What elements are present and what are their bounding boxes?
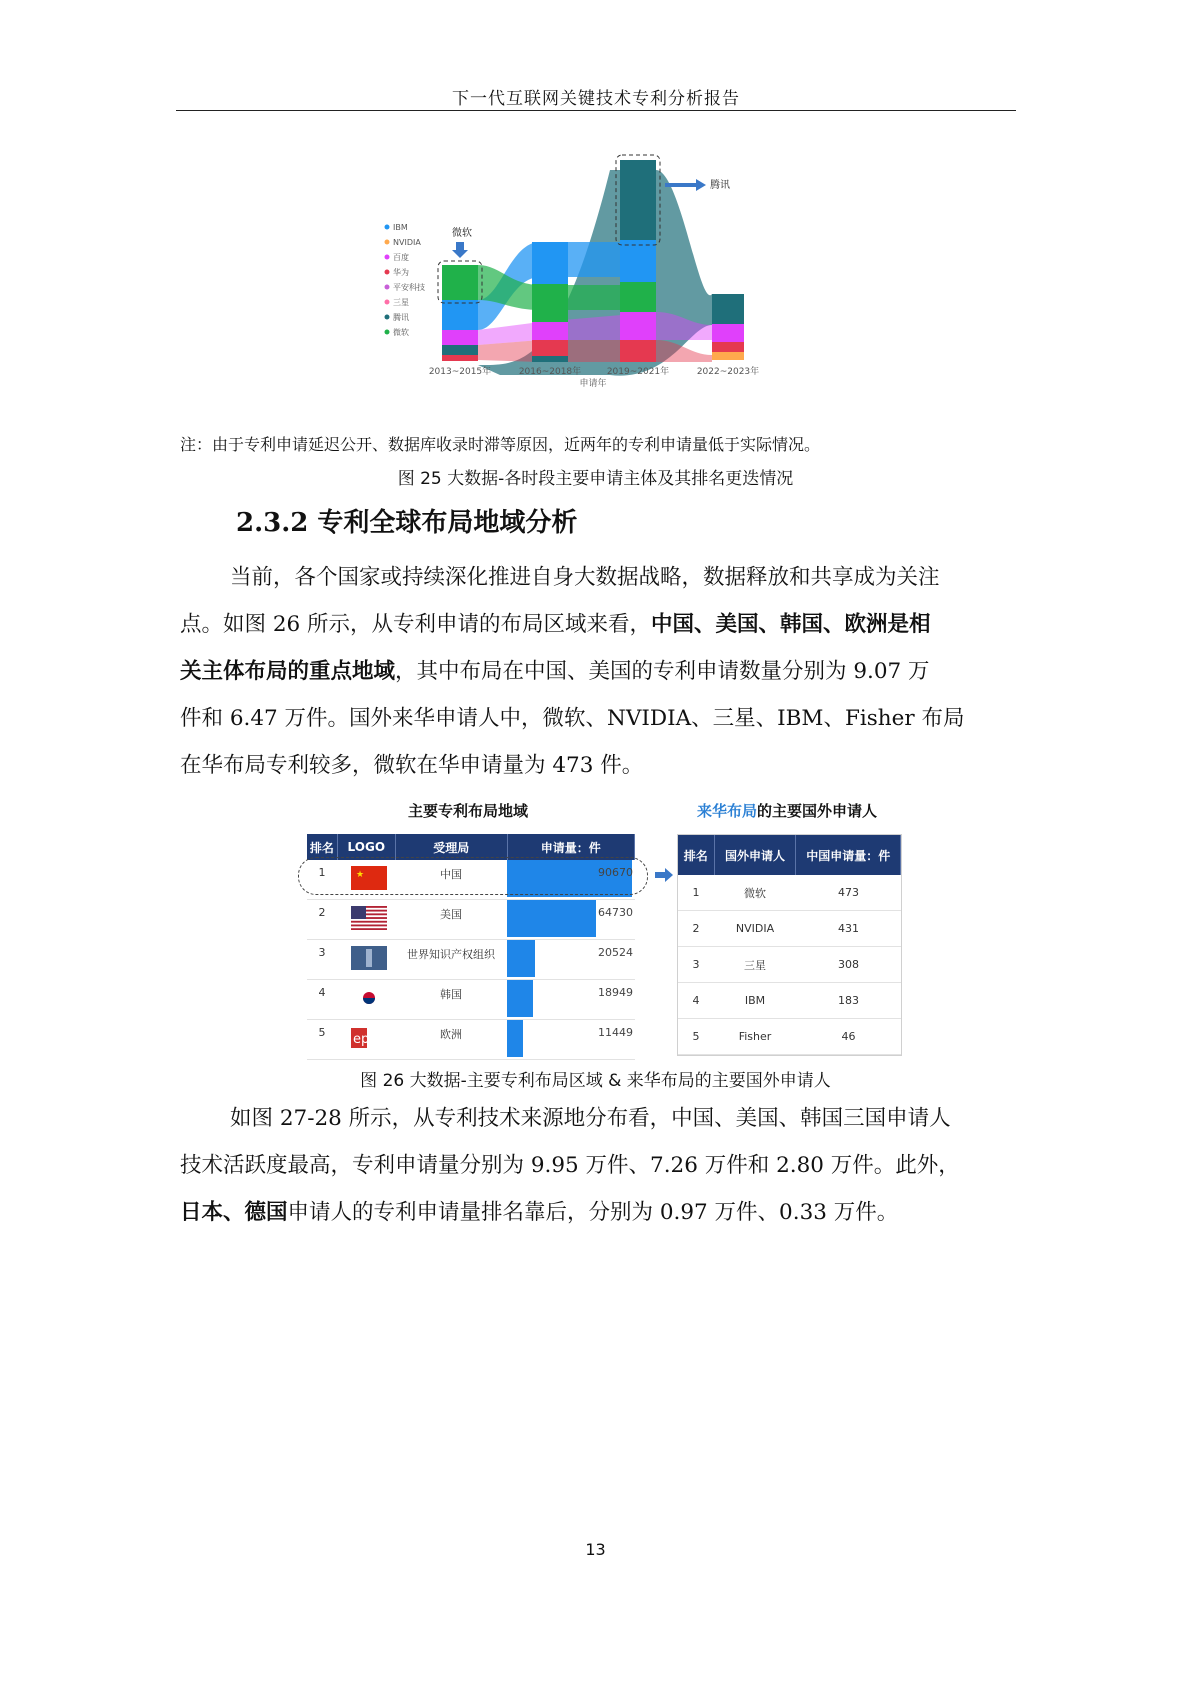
legend-dot: [385, 300, 390, 305]
period-label-4: 2022~2023年: [696, 367, 760, 377]
legend-label: NVIDIA: [393, 238, 421, 247]
right-arrow-icon: [655, 868, 673, 882]
legend: [385, 223, 426, 337]
applicant-cell: 三星: [744, 958, 766, 972]
office-cell: 世界知识产权组织: [407, 948, 495, 961]
table-row: [678, 983, 901, 1019]
legend-dot: [385, 315, 390, 320]
applicant-cell: NVIDIA: [735, 922, 775, 935]
page-number: 13: [585, 1540, 606, 1559]
table-row: [678, 947, 901, 983]
legend-label: 微软: [393, 328, 409, 337]
col-2022: [712, 294, 744, 360]
header-count: 申请量：件: [508, 834, 635, 860]
rank-cell: 5: [318, 1026, 326, 1039]
table1-title: 主要专利布局地域: [408, 802, 529, 820]
figure-25-caption: 图 25 大数据-各时段主要申请主体及其排名更迭情况: [397, 469, 794, 489]
callout-weiruan-label: 微软: [452, 228, 472, 239]
count-bar-cell: [507, 940, 635, 979]
table-row: [678, 1019, 901, 1055]
count-bar: [507, 1020, 523, 1057]
col-2016: [532, 242, 568, 362]
para1-line-1: 当前，各个国家或持续深化推进自身大数据战略，数据释放和共享成为关注: [230, 565, 940, 590]
para2-line-2: 技术活跃度最高，专利申请量分别为 9.95 万件、7.26 万件和 2.80 万件。此外，: [180, 1153, 960, 1178]
legend-dot: [385, 225, 390, 230]
cn-count-cell: 46: [841, 1030, 856, 1043]
count-value: 20524: [598, 946, 633, 959]
figure-26-caption: 图 26 大数据-主要专利布局区域 & 来华布局的主要国外申请人: [360, 1071, 831, 1091]
legend-dot: [385, 270, 390, 275]
rank-cell: 5: [692, 1030, 700, 1043]
count-bar-cell: [507, 980, 635, 1019]
legend-label: 华为: [393, 268, 409, 277]
count-value: 11449: [598, 1026, 633, 1039]
rank-cell: 4: [692, 994, 700, 1007]
para1-line-3b: ，其中布局在中国、美国的专利申请数量分别为 9.07 万: [395, 659, 930, 684]
page-header: 下一代互联网关键技术专利分析报告: [452, 89, 740, 109]
flag-icon: [337, 980, 395, 1019]
paragraph-1: [180, 554, 1014, 789]
para1-line-2: [180, 601, 1014, 648]
office-cell: 美国: [440, 908, 462, 921]
count-value: 64730: [598, 906, 633, 919]
down-arrow-icon: [452, 242, 468, 258]
header-office: 受理局: [396, 834, 508, 860]
count-bar-cell: [507, 1020, 635, 1059]
count-bar-cell: [507, 900, 635, 939]
para1-line-4: 件和 6.47 万件。国外来华申请人中，微软、NVIDIA、三星、IBM、Fisher 布局: [180, 706, 965, 731]
legend-dot: [385, 285, 390, 290]
col-2019: [620, 160, 656, 362]
para2-line-3: [180, 1189, 1014, 1236]
rank-cell: 3: [692, 958, 700, 971]
para1-line-5: 在华布局专利较多，微软在华申请量为 473 件。: [180, 753, 644, 778]
figure-note: 注：由于专利申请延迟公开、数据库收录时滞等原因，近两年的专利申请量低于实际情况。: [180, 435, 821, 454]
legend-label: 三星: [393, 298, 409, 307]
flag-icon: [337, 900, 395, 939]
header-cn-count: 中国申请量：件: [796, 835, 901, 875]
para1-line-3a-bold: 关主体布局的重点地域: [180, 659, 396, 684]
callout-tengxun-label: 腾讯: [710, 180, 730, 191]
legend-label: 平安科技: [393, 283, 425, 292]
table2-title-rest: 的主要国外申请人: [757, 802, 878, 820]
section-title: 2.3.2 专利全球布局地域分析: [236, 508, 578, 538]
count-value: 90670: [598, 866, 633, 879]
para2-line-3a-bold: 日本、德国: [180, 1200, 288, 1225]
table-row: [307, 900, 635, 940]
legend-label: IBM: [393, 223, 408, 232]
para2-line-3b: 申请人的专利申请量排名靠后，分别为 0.97 万件、0.33 万件。: [287, 1200, 899, 1225]
table2-title: [697, 800, 877, 821]
rank-cell: 2: [318, 906, 326, 919]
office-cell: 韩国: [440, 988, 462, 1001]
para1-line-2a: 点。如图 26 所示，从专利申请的布局区域来看，: [180, 612, 652, 637]
cn-count-cell: 308: [838, 958, 859, 971]
office-cell: 中国: [440, 868, 462, 881]
highlight-box-china: [298, 857, 648, 895]
legend-dot: [385, 240, 390, 245]
table2-title-blue: 来华布局: [697, 802, 758, 820]
col-2013: [442, 265, 478, 361]
rank-cell: 4: [318, 986, 326, 999]
count-bar: [507, 980, 533, 1017]
rank-cell: 2: [692, 922, 700, 935]
rank-cell: 1: [318, 866, 326, 879]
count-value: 18949: [598, 986, 633, 999]
period-label-2: 2016~2018年: [518, 367, 582, 377]
svg-text:★: ★: [356, 870, 365, 880]
header-logo: LOGO: [338, 834, 396, 860]
header-rule: [176, 110, 1016, 111]
cn-count-cell: 431: [838, 922, 859, 935]
header-applicant: 国外申请人: [715, 835, 797, 875]
applicant-cell: IBM: [744, 994, 766, 1007]
count-bar: [507, 900, 596, 937]
office-cell: 欧洲: [440, 1028, 462, 1041]
legend-dot: [385, 255, 390, 260]
header-rank: 排名: [307, 834, 338, 860]
period-label-1: 2013~2015年: [428, 367, 492, 377]
rank-cell: 3: [318, 946, 326, 959]
legend-label: 腾讯: [393, 313, 409, 322]
table-row: [678, 875, 901, 911]
legend-dot: [385, 330, 390, 335]
table-row: [307, 940, 635, 980]
applicant-cell: 微软: [744, 886, 766, 900]
svg-text:ep: ep: [353, 1032, 370, 1047]
foreign-applicants-table: [677, 834, 902, 1056]
para1-line-2b-bold: 中国、美国、韩国、欧洲是相: [651, 612, 931, 637]
flag-icon: [337, 940, 395, 979]
table-row: [307, 980, 635, 1020]
paragraph-2: [180, 1095, 1014, 1236]
cn-count-cell: 473: [838, 886, 859, 899]
cn-count-cell: 183: [838, 994, 859, 1007]
header-rank: 排名: [678, 835, 715, 875]
table-row: [678, 911, 901, 947]
table-row: [307, 1020, 635, 1060]
para2-line-1: 如图 27-28 所示，从专利技术来源地分布看，中国、美国、韩国三国申请人: [230, 1106, 951, 1131]
flag-icon: [337, 1020, 395, 1059]
applicant-cell: Fisher: [738, 1030, 772, 1043]
period-label-3: 2019~2021年: [606, 367, 670, 377]
figure-25-sankey: [380, 150, 830, 422]
rank-cell: 1: [692, 886, 700, 899]
legend-label: 百度: [393, 253, 409, 262]
para1-line-3: [180, 648, 1014, 695]
count-bar: [507, 940, 535, 977]
x-axis-label: 申请年: [579, 379, 607, 389]
foreign-table-header: [678, 835, 901, 875]
